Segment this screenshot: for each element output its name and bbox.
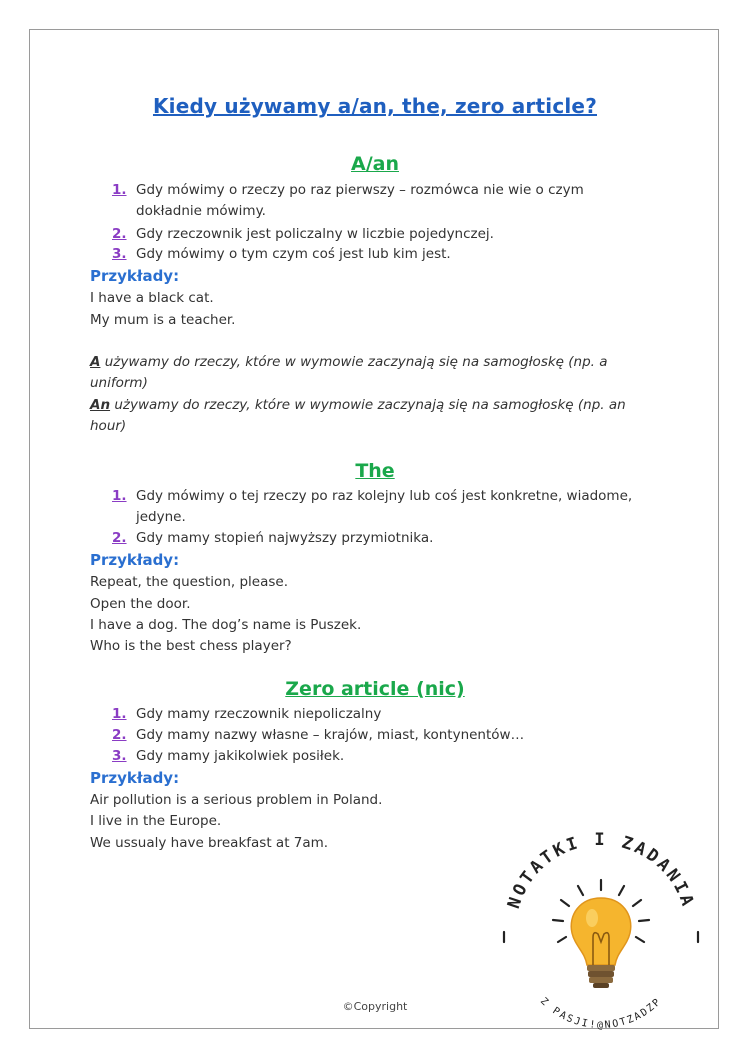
list-text: Gdy rzeczownik jest policzalny w liczbie pojedynczej. (136, 226, 494, 242)
list-number: 2. (112, 530, 127, 546)
logo-top-text: NOTATKI I ZADANIA (504, 830, 698, 912)
list-text: Gdy mówimy o tej rzeczy po raz kolejny lub coś jest konkretne, wiadome, (136, 488, 633, 504)
list-text-continued: dokładnie mówimy. (136, 203, 266, 219)
list-number: 1. (112, 706, 127, 722)
note-text-continued: uniform) (90, 375, 148, 391)
example-line: Air pollution is a serious problem in Poland. (90, 792, 383, 808)
example-line: Repeat, the question, please. (90, 574, 288, 590)
note-key: A (90, 354, 101, 370)
example-line: My mum is a teacher. (90, 312, 236, 328)
list-item (112, 486, 672, 528)
example-line: I live in the Europe. (90, 813, 222, 829)
list-item (112, 180, 672, 222)
list-item (112, 244, 672, 265)
examples-label: Przykłady: (90, 769, 180, 787)
list-number: 2. (112, 226, 127, 242)
list-item (112, 224, 672, 245)
list-item (112, 746, 672, 767)
list-number: 1. (112, 488, 127, 504)
example-line: I have a black cat. (90, 290, 214, 306)
copyright-text: ©Copyright (342, 1000, 408, 1013)
list-text: Gdy mówimy o rzeczy po raz pierwszy – rozmówca nie wie o czym (136, 182, 584, 198)
lightbulb-icon (504, 880, 698, 988)
note-a (90, 352, 650, 394)
list-text: Gdy mówimy o tym czym coś jest lub kim jest. (136, 246, 451, 262)
page-title: Kiedy używamy a/an, the, zero article? (152, 94, 597, 118)
list-number: 1. (112, 182, 127, 198)
example-line: Who is the best chess player? (90, 638, 292, 654)
note-an (90, 395, 650, 437)
examples-label: Przykłady: (90, 551, 180, 569)
logo (496, 820, 706, 1030)
list-number: 3. (112, 748, 127, 764)
section-heading-aan: A/an (351, 153, 399, 175)
logo-bottom-text: Z PASJI!@NOTZADZP (537, 995, 665, 1030)
section-heading-the: The (355, 460, 395, 482)
list-item (112, 528, 672, 549)
note-text: używamy do rzeczy, które w wymowie zaczynają się na samogłoskę (np. a (100, 354, 608, 370)
list-item (112, 704, 672, 725)
example-line: I have a dog. The dog’s name is Puszek. (90, 617, 362, 633)
list-text: Gdy mamy nazwy własne – krajów, miast, kontynentów… (136, 727, 525, 743)
list-text: Gdy mamy rzeczownik niepoliczalny (136, 706, 382, 722)
list-item (112, 725, 672, 746)
list-text-continued: jedyne. (136, 509, 186, 525)
list-number: 3. (112, 246, 127, 262)
list-text: Gdy mamy jakikolwiek posiłek. (136, 748, 345, 764)
example-line: Open the door. (90, 596, 191, 612)
note-key: An (90, 397, 111, 413)
examples-label: Przykłady: (90, 267, 180, 285)
note-text: używamy do rzeczy, które w wymowie zaczynają się na samogłoskę (np. an (110, 397, 626, 413)
note-text-continued: hour) (90, 418, 127, 434)
section-heading-zero: Zero article (nic) (285, 678, 465, 700)
example-line: We ussualy have breakfast at 7am. (90, 835, 329, 851)
list-number: 2. (112, 727, 127, 743)
list-text: Gdy mamy stopień najwyższy przymiotnika. (136, 530, 434, 546)
